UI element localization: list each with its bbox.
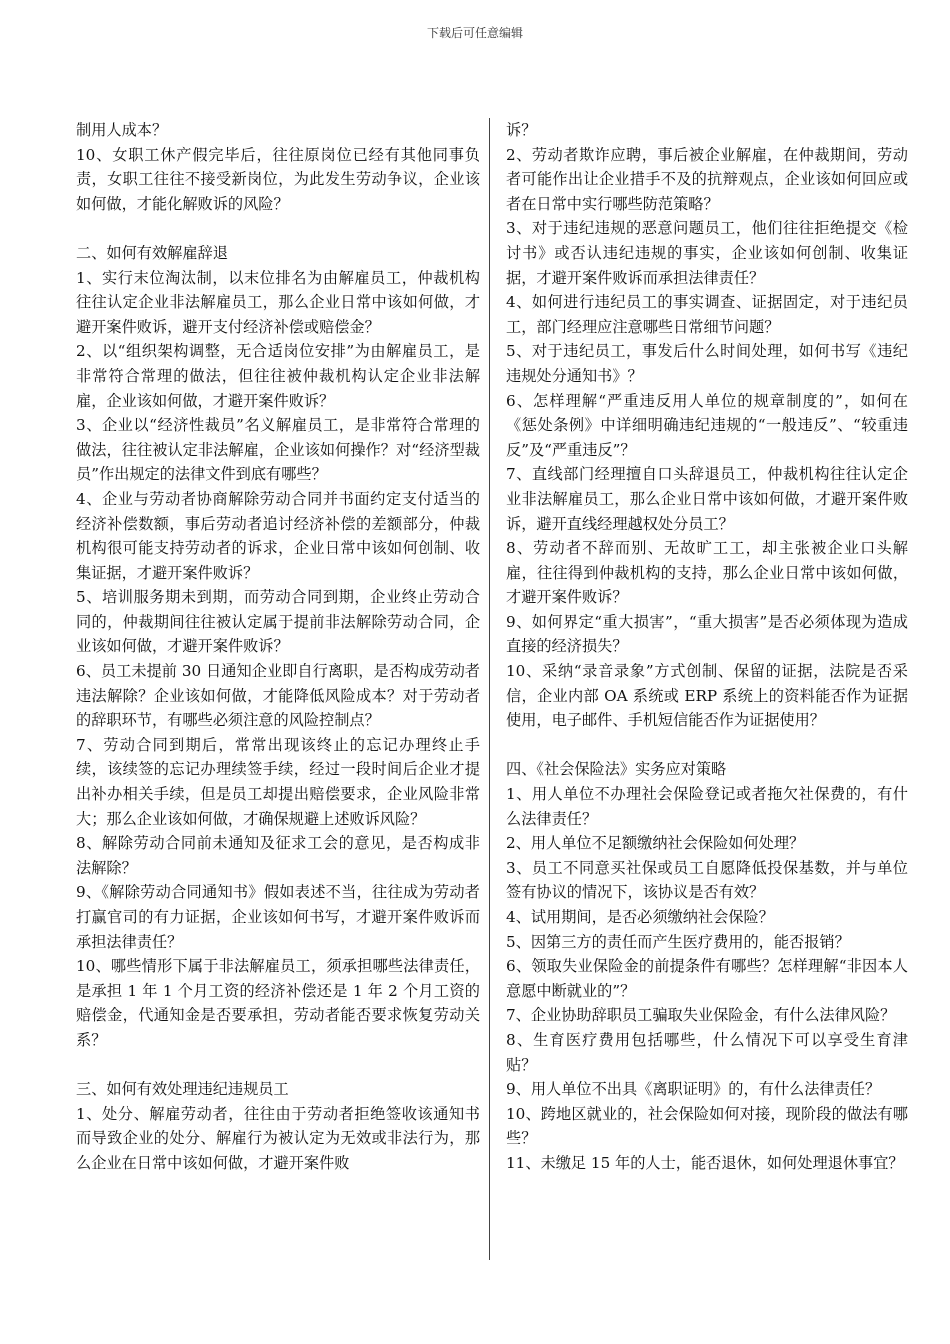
question-item: 9、用人单位不出具《离职证明》的，有什么法律责任？ [506,1080,881,1099]
question-item: 6、怎样理解“严重违反用人单位的规章制度的”，如何在《惩处条例》中详细明确违纪违规的“一般违反”、“较重违反”及“严重违反”？ [506,391,908,459]
question-item: 1、实行末位淘汰制，以末位排名为由解雇员工，仲裁机构往往认定企业非法解雇员工，那么企业日常中该如何做，才避开案件败诉，避开支付经济补偿或赔偿金？ [76,268,480,336]
question-item: 3、企业以“经济性裁员”名义解雇员工，是非常符合常理的做法，往往被认定非法解雇，企业该如何操作？对“经济型裁员”作出规定的法律文件到底有哪些？ [76,416,480,484]
question-item: 7、企业协助辞职员工骗取失业保险金，有什么法律风险？ [506,1006,896,1025]
question-item: 3、对于违纪违规的恶意问题员工，他们往往拒绝提交《检讨书》或否认违纪违规的事实，企业该如何创制、收集证据，才避开案件败诉而承担法律责任？ [506,219,908,287]
column-divider [489,118,490,1260]
section-title: 四、《社会保险法》实务应对策略 [506,760,727,779]
question-item: 9、《解除劳动合同通知书》假如表述不当，往往成为劳动者打赢官司的有力证据，企业该如何书写，才避开案件败诉而承担法律责任？ [76,883,480,951]
question-item: 3、员工不同意买社保或员工自愿降低投保基数，并与单位签有协议的情况下，该协议是否有效？ [506,858,908,902]
question-item: 11、未缴足 15 年的人士，能否退休，如何处理退休事宜？ [506,1153,904,1172]
question-item: 8、劳动者不辞而别、无故旷工工，却主张被企业口头解雇，往往得到仲裁机构的支持，那么企业日常中该如何做，才避开案件败诉？ [506,539,908,607]
left-column [76,118,480,1176]
question-item: 4、企业与劳动者协商解除劳动合同并书面约定支付适当的经济补偿数额，事后劳动者追讨经济补偿的差额部分，仲裁机构很可能支持劳动者的诉求，企业日常中该如何创制、收集证据，才避开案件败诉？ [76,489,480,582]
blank-line [76,1053,480,1078]
question-item: 6、员工未提前 30 日通知企业即自行离职，是否构成劳动者违法解除？企业该如何做，才能降低风险成本？对于劳动者的辞职环节，有哪些必须注意的风险控制点？ [76,662,480,730]
blank-line [506,733,908,758]
question-item: 4、如何进行违纪员工的事实调查、证据固定，对于违纪员工，部门经理应注意哪些日常细节问题？ [506,293,908,336]
blank-line [76,216,480,241]
section-title: 三、如何有效处理违纪违规员工 [76,1080,289,1099]
question-item: 2、以“组织架构调整，无合适岗位安排”为由解雇员工，是非常符合常理的做法，但往往被仲裁机构认定企业非法解雇，企业该如何做，才避开案件败诉？ [76,342,480,410]
question-item: 5、因第三方的责任而产生医疗费用的，能否报销？ [506,932,850,951]
question-item: 2、劳动者欺诈应聘，事后被企业解雇，在仲裁期间，劳动者可能作出让企业措手不及的抗辩观点，企业该如何回应或者在日常中实行哪些防范策略？ [506,145,908,213]
paragraph: 诉？ [506,121,537,139]
page-header: 下载后可任意编辑 [426,26,523,40]
paragraph: 10、女职工休产假完毕后，往往原岗位已经有其他同事负责，女职工往往不接受新岗位，为此发生劳动争议，企业该如何做，才能化解败诉的风险？ [76,145,480,213]
question-item: 1、用人单位不办理社会保险登记或者拖欠社保费的，有什么法律责任？ [506,785,908,828]
question-item: 2、用人单位不足额缴纳社会保险如何处理？ [506,834,805,853]
question-item: 10、哪些情形下属于非法解雇员工，须承担哪些法律责任，是承担 1 年 1 个月工资的经济补偿还是 1 年 2 个月工资的赔偿金，代通知金是否要承担，劳动者能否要求恢复劳动关系？ [76,957,480,1049]
question-item: 10、跨地区就业的，社会保险如何对接，现阶段的做法有哪些？ [506,1104,908,1148]
question-item: 9、如何界定“重大损害”，“重大损害”是否必须体现为造成直接的经济损失？ [506,612,908,656]
question-item: 8、解除劳动合同前未通知及征求工会的意见，是否构成非法解除？ [76,834,480,877]
paragraph: 制用人成本？ [76,121,168,139]
question-item: 5、对于违纪员工，事发后什么时间处理，如何书写《违纪违规处分通知书》？ [506,342,908,385]
question-item: 4、试用期间，是否必须缴纳社会保险？ [506,908,774,926]
section-title: 二、如何有效解雇辞退 [76,243,228,262]
question-item: 5、培训服务期未到期，而劳动合同到期，企业终止劳动合同的，仲裁期间往往被认定属于提前非法解除劳动合同，企业该如何做，才避开案件败诉？ [76,588,480,656]
question-item: 6、领取失业保险金的前提条件有哪些？怎样理解“非因本人意愿中断就业的”？ [506,957,908,1000]
question-item: 10、采纳“录音录象”方式创制、保留的证据，法院是否采信，企业内部 OA 系统或 ERP 系统上的资料能否作为证据使用，电子邮件、手机短信能否作为证据使用？ [506,662,908,730]
question-item: 7、劳动合同到期后，常常出现该终止的忘记办理终止手续，该续签的忘记办理续签手续，经过一段时间后企业才提出补办相关手续，但是员工却提出赔偿要求，企业风险非常大；那么企业该如何做，才确保规避上述败诉风险？ [76,735,480,828]
question-item: 7、直线部门经理擅自口头辞退员工，仲裁机构往往认定企业非法解雇员工，那么企业日常中该如何做，才避开案件败诉，避开直线经理越权处分员工？ [506,465,908,533]
question-item: 8、生育医疗费用包括哪些，什么情况下可以享受生育津贴？ [506,1030,908,1074]
question-item: 1、处分、解雇劳动者，往往由于劳动者拒绝签收该通知书而导致企业的处分、解雇行为被认定为无效或非法行为，那么企业在日常中该如何做，才避开案件败 [76,1104,480,1172]
right-column [506,118,908,1176]
